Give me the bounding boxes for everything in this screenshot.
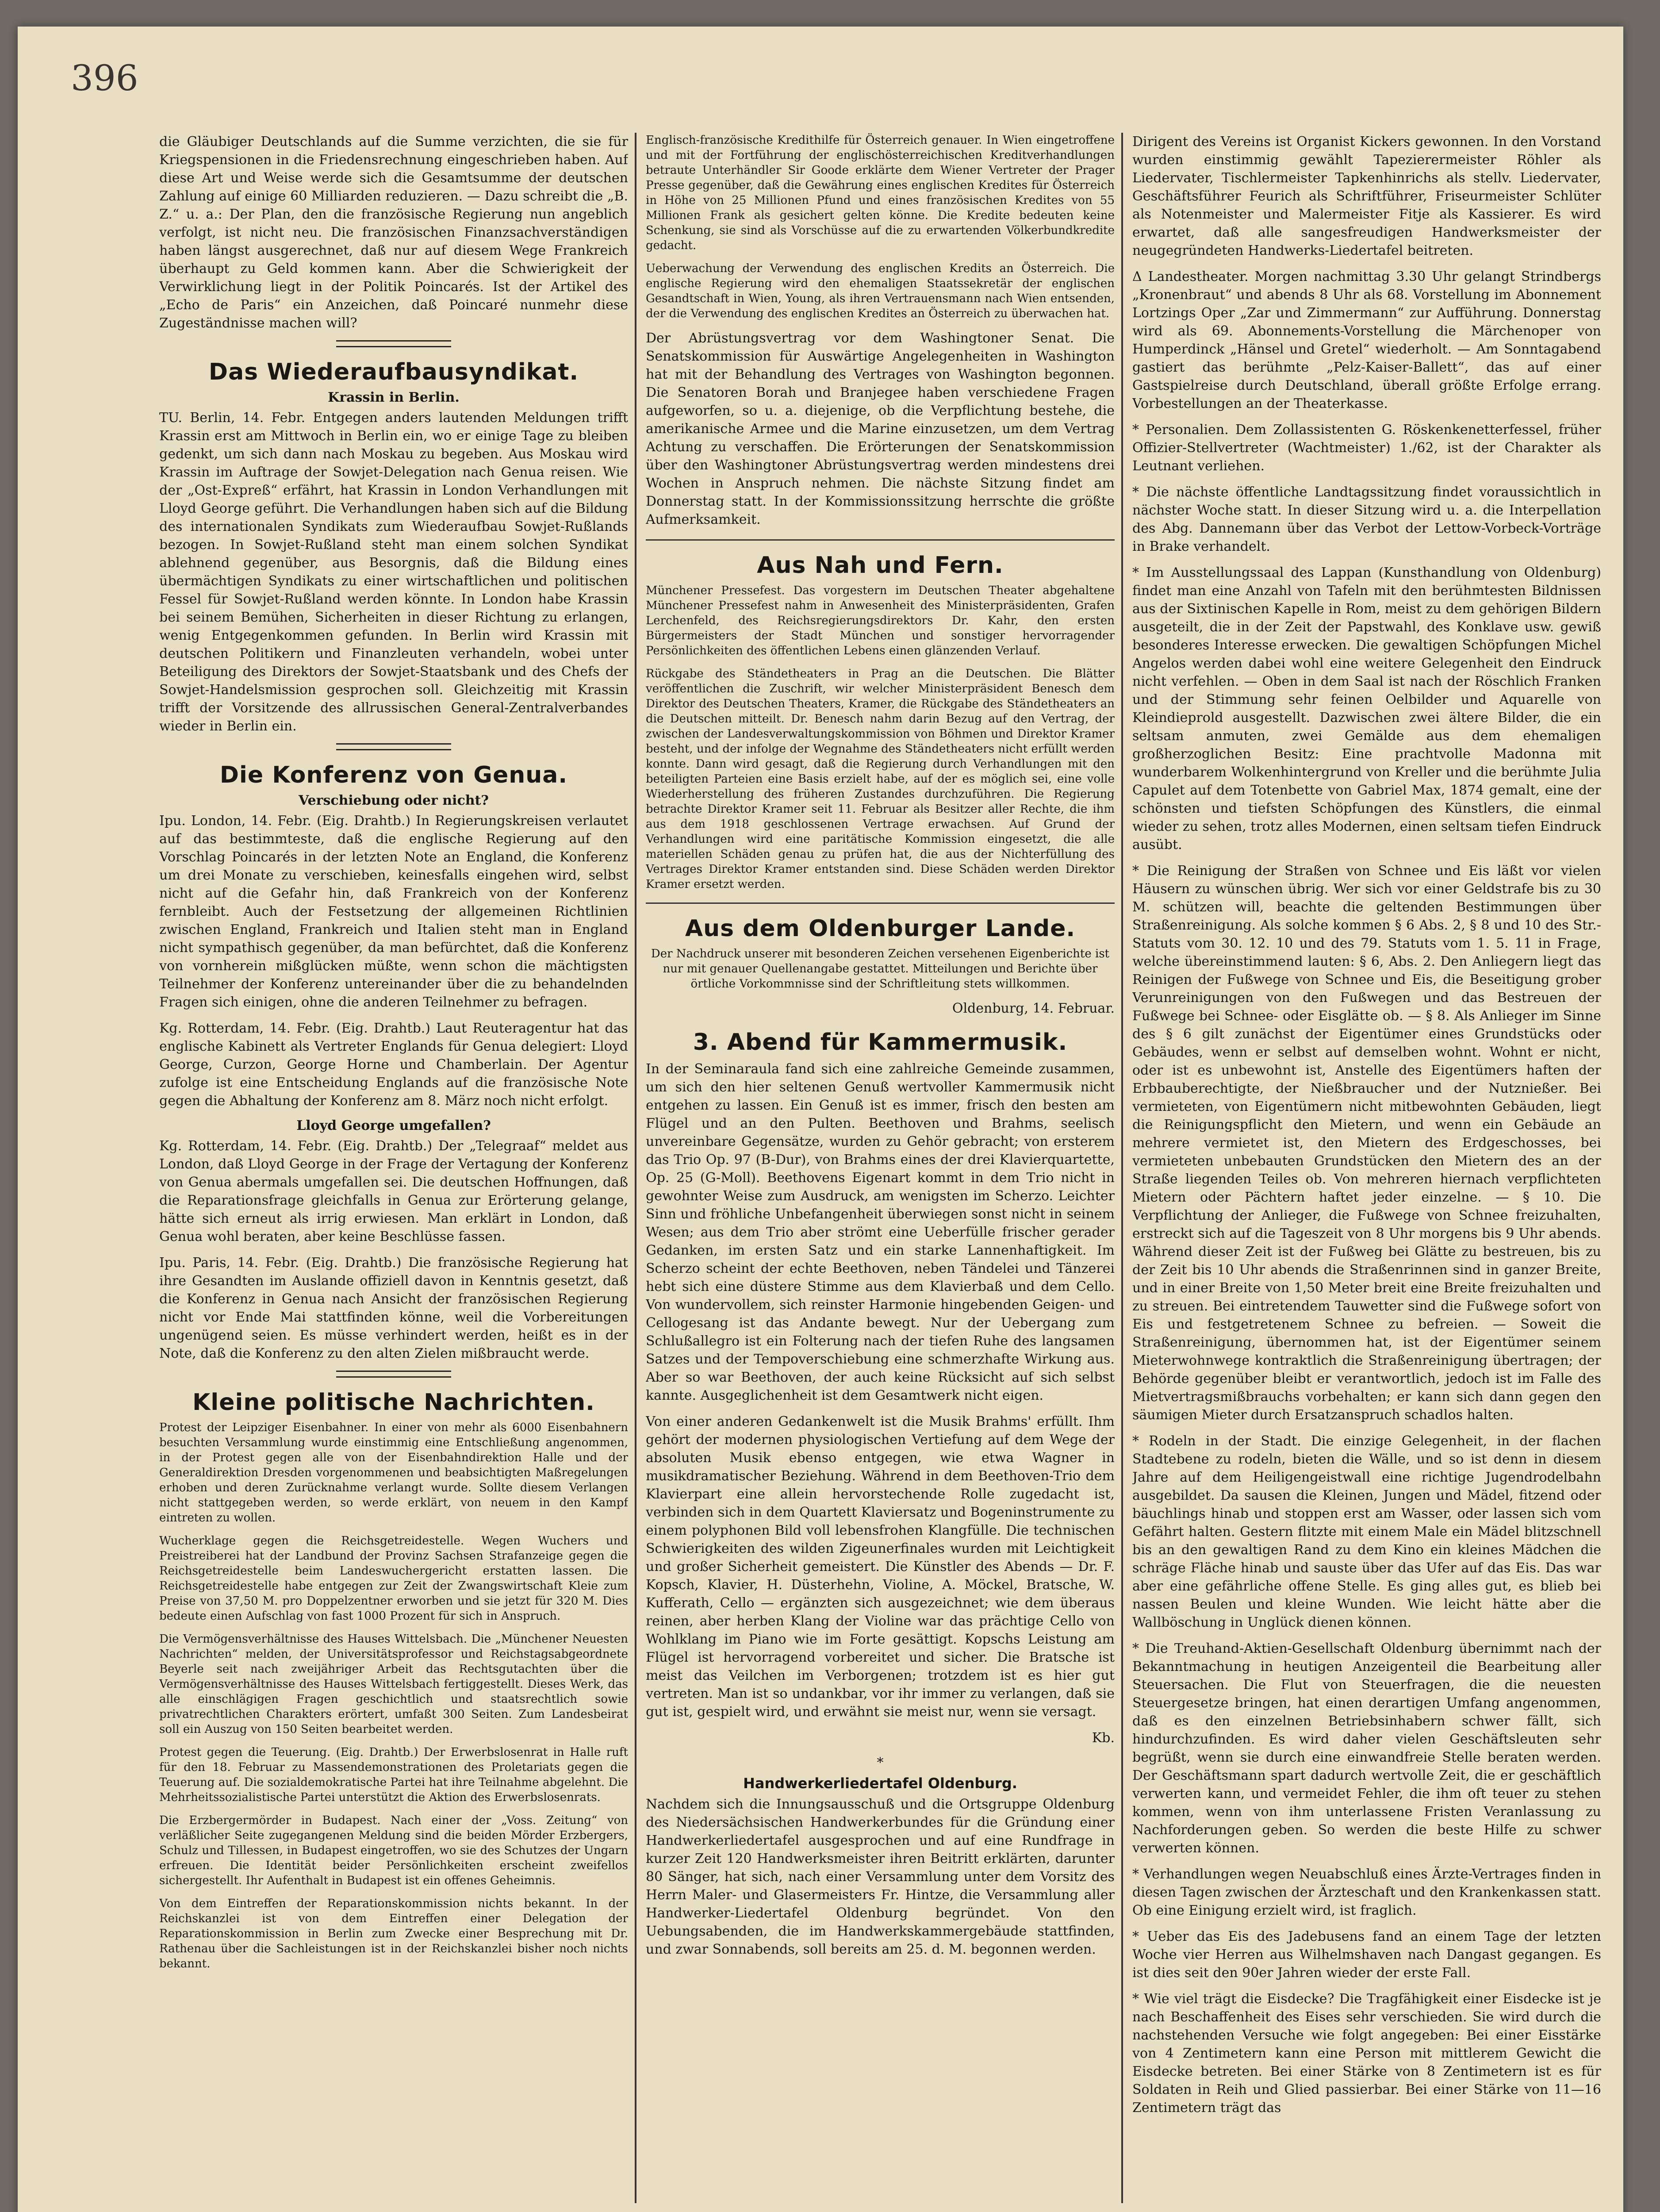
article-text: Die Erzbergermörder in Budapest. Nach einer der „Voss. Zeitung“ von verläßlicher Seite zugegangenen Meldung sind die beiden Mörder Erzbergers, Schulz und Tillessen, in Budapest eingetroffen, wo sie des Schutzes der Ungarn erfreuen. Die Identität beider Persönlichkeiten erscheint zweifellos sichergestellt. Ihr Aufenthalt in Budapest ist ein offenes Geheimnis. [159, 1814, 628, 1887]
column-1 [159, 133, 628, 2203]
article-text: Nachdem sich die Innungsausschuß und die Ortsgruppe Oldenburg des Niedersächsischen Handwerkerbundes für die Gründung einer Handwerkerliedertafel ausgesprochen und auf eine Rundfrage in kurzer Zeit 120 Handwerksmeister ihren Beitritt erklärten, darunter 80 Sänger, hat sich, nach einer Versammlung unter dem Vorsitz des Herrn Maler- und Glasermeisters Fr. Hintze, die Versammlung aller Handwerker-Liedertafel Oldenburg begründet. Von den Uebungsabenden, die im Handwerkskammergebäude stattfinden, und zwar Sonnabends, soll bereits am 25. d. M. begonnen werden. [646, 1797, 1115, 1957]
headline: Die Konferenz von Genua. [219, 762, 568, 788]
subheadline: Verschiebung oder nicht? [299, 793, 489, 808]
article-text: Δ Landestheater. Morgen nachmittag 3.30 Uhr gelangt Strindbergs „Kronenbraut“ und abends 8 Uhr als 68. Vorstellung im Abonnement Lortzings Oper „Zar und Zimmermann“ zur Aufführung. Donnerstag wird als 69. Abonnements-Vorstellung die Märchenoper von Humperdinck „Hänsel und Gretel“ wiederholt. — Am Sonntagabend gastiert das berühmte „Pelz-Kaiser-Ballett“, das auf einer Gastspielreise durch Deutschland, überall größte Erfolge errang. Vorbestellungen an der Theaterkasse. [1132, 269, 1601, 411]
article-text: * Die nächste öffentliche Landtagssitzung findet voraussichtlich in nächster Woche statt. In dieser Sitzung wird u. a. die Interpellation des Abg. Dannemann über das Verbot der Lettow-Vorbeck-Vorträge in Brake verhandelt. [1132, 484, 1601, 554]
separator [336, 743, 451, 750]
article-text: Kg. Rotterdam, 14. Febr. (Eig. Drahtb.) Der „Telegraaf“ meldet aus London, daß Lloyd George in der Frage der Vertagung der Konferenz von Genua abermals umgefallen sei. Die deutschen Hoffnungen, daß die Reparationsfrage gleichfalls in Genua zur Erörterung gelange, hätte sich erneut als irrig erwiesen. Man erklärt in London, daß Genua wohl beraten, aber keine Beschlüsse fassen. [159, 1138, 628, 1244]
asterisk-divider: * [877, 1755, 884, 1770]
article-text: * Wie viel trägt die Eisdecke? Die Tragfähigkeit einer Eisdecke ist je nach Beschaffenheit des Eises sehr verschieden. Sie wird durch die nachstehenden Versuche wie folgt angegeben: Bei einer Eisstärke von 4 Zentimetern kann eine Person mit mittlerem Gewicht die Eisdecke betreten. Bei einer Stärke von 8 Zentimetern ist es für Soldaten in Reih und Glied passierbar. Bei einer Stärke von 11—16 Zentimetern trägt das [1132, 1991, 1601, 2116]
article-text: Ipu. Paris, 14. Febr. (Eig. Drahtb.) Die französische Regierung hat ihre Gesandten im Auslande offiziell davon in Kenntnis gesetzt, daß die Konferenz in Genua nach Ansicht der französischen Regierung nicht vor Ende Mai stattfinden könne, weil die Vorbereitungen ungenügend seien. Es müsse verhindert werden, heißt es in der Note, daß die Konferenz zu den alten Zielen mißbraucht werde. [159, 1255, 628, 1361]
subheadline: Lloyd George umgefallen? [296, 1118, 491, 1133]
article-text: Protest gegen die Teuerung. (Eig. Drahtb.) Der Erwerbslosenrat in Halle ruft für den 18. Februar zu Massendemonstrationen des Proletariats gegen die Teuerung auf. Die sozialdemokratische Partei hat ihre Teilnahme abgelehnt. Die Mehrheitssozialistische Partei unterstützt die Aktion des Erwerbslosenrats. [159, 1746, 628, 1804]
headline: Aus dem Oldenburger Lande. [685, 915, 1076, 942]
article-text: Die Vermögensverhältnisse des Hauses Wittelsbach. Die „Münchener Neuesten Nachrichten“ melden, der Universitätsprofessor und Reichstagsabgeordnete Beyerle seit nach zweijähriger Arbeit das Rechtsgutachten über die Vermögensverhältnisse des Hauses Wittelsbach fertiggestellt. Dieses Werk, das alle einschlägigen Fragen geschichtlich und staatsrechtlich sowie privatrechtlichen Charakters erörtert, umfaßt 300 Seiten. Zum Landesbeirat soll ein Auszug von 150 Seiten bearbeitet werden. [159, 1632, 628, 1736]
article-text: Münchener Pressefest. Das vorgestern im Deutschen Theater abgehaltene Münchener Pressefest nahm in Anwesenheit des Ministerpräsidenten, Grafen Lerchenfeld, des Reichsregierungsdirektors Dr. Kahr, den ersten Bürgermeisters der Stadt München und sonstiger hervorragender Persönlichkeiten des öffentlichen Lebens einen glänzenden Verlauf. [646, 584, 1115, 657]
newspaper-page [18, 27, 1623, 2212]
column-3 [1132, 133, 1601, 2203]
article-text: Rückgabe des Ständetheaters in Prag an die Deutschen. Die Blätter veröffentlichen die Zuschrift, wir welcher Ministerpräsident Benesch dem Direktor des Deutschen Theaters, Kramer, die Rückgabe des Ständetheaters an die Deutschen mitteilt. Dr. Benesch nahm darin Bezug auf den Vertrag, der zwischen der Landesverwaltungskommission von Böhmen und Direktor Kramer besteht, und der infolge der Wegnahme des Ständetheaters nicht erfüllt werden konnte. Dann wird gesagt, daß die Regierung durch Verhandlungen mit den beteiligten Parteien eine Basis erzielt habe, auf der es möglich sei, eine volle Wiederherstellung des früheren Zustandes durchzuführen. Die Regierung betrachte Direktor Kramer seit 11. Februar als Besitzer aller Rechte, die ihm aus dem 1918 geschlossenen Vertrage erwachsen. Auf Grund der Verhandlungen wird eine paritätische Kommission eingesetzt, die alle materiellen Schäden genau zu prüfen hat, die aus der Nichterfüllung des Vertrages Direktor Kramer entstanden sind. Diese Schäden werden Direktor Kramer ersetzt werden. [646, 667, 1115, 891]
article-text: die Gläubiger Deutschlands auf die Summe verzichten, die sie für Kriegspensionen in die Friedensrechnung eingeschrieben haben. Auf diese Art und Weise werde sich die Gesamtsumme der deutschen Zahlung auf einige 60 Milliarden reduzieren. — Dazu schreibt die „B. Z.“ u. a.: Der Plan, den die französische Regierung nun angeblich verfolgt, ist nicht neu. Die französischen Finanzsachverständigen haben längst ausgerechnet, daß nur auf diesem Wege Frankreich überhaupt zu Geld kommen kann. Aber die Schwierigkeit der Verwirklichung liegt in der Politik Poincarés. Ist der Artikel des „Echo de Paris“ ein Anzeichen, daß Poincaré nunmehr diese Zugeständnisse machen will? [159, 134, 628, 331]
article-text: TU. Berlin, 14. Febr. Entgegen anders lautenden Meldungen trifft Krassin erst am Mittwoch in Berlin ein, wo er einige Tage zu bleiben gedenkt, um sich dann nach Moskau zu begeben. Aus Moskau wird Krassin im Auftrage der Sowjet-Delegation nach Genua reisen. Wie der „Ost-Expreß“ erfährt, hat Krassin in London Verhandlungen mit Lloyd George geführt. Die Verhandlungen haben sich auf die Bildung des internationalen Syndikats zum Wiederaufbau Sowjet-Rußlands bezogen. In Sowjet-Rußland steht man einem solchen Syndikat ablehnend gegenüber, aus Besorgnis, daß die Bildung eines übermächtigen Syndikats zu einer wirtschaftlichen und politischen Fessel für Sowjet-Rußland werden könnte. In London habe Krassin bei seinem Bemühen, Sicherheiten in dieser Richtung zu erlangen, wenig Entgegenkommen gefunden. In Berlin wird Krassin mit deutschen Politikern und Finanzleuten verhandeln, wobei unter Beteiligung des Direktors der Sowjet-Staatsbank und des Chefs der Sowjet-Handelsmission gesprochen soll. Gleichzeitig mit Krassin trifft der Vorsitzende des allrussischen General-Zentralverbandes wieder in Berlin ein. [159, 410, 628, 734]
article-text: Der Abrüstungsvertrag vor dem Washingtoner Senat. Die Senatskommission für Auswärtige Angelegenheiten in Washington hat mit der Behandlung des Vertrages von Washington begonnen. Die Senatoren Borah und Branjegee haben verschiedene Fragen aufgeworfen, so u. a. diejenige, ob die Verpflichtung bestehe, die amerikanische Armee und die Marine einzusetzen, um dem Vertrag Achtung zu verschaffen. Die Erörterungen der Senatskommission über den Washingtoner Abrüstungsvertrag werden mindestens drei Wochen in Anspruch nehmen. Die nächste Sitzung findet am Donnerstag statt. In der Kommissionssitzung herrschte die größte Aufmerksamkeit. [646, 330, 1115, 527]
article-text: Von einer anderen Gedankenwelt ist die Musik Brahms' erfüllt. Ihm gehört der modernen physiologischen Vertiefung auf dem Wege der absoluten Musik ebenso entgegen, wie etwa Wagner in musikdramatischer Beziehung. Während in dem Beethoven-Trio dem Klavierpart eine allein hervorstechende Rolle zugedacht ist, verbinden sich in dem Quartett Klaviersatz und Bogeninstrumente zu einem polyphonen Bild voll lebensfrohen Klangfülle. Die technischen Schwierigkeiten des wilden Zigeunerfinales wurden mit Leichtigkeit und großer Sicherheit gemeistert. Die Künstler des Abends — Dr. F. Kopsch, Klavier, H. Düsterhehn, Violine, A. Möckel, Bratsche, W. Kufferath, Cello — ergänzten sich ausgezeichnet; wie dem überaus reinen, aber herben Klang der Violine war das prächtige Cello von Wohlklang im Piano wie im Forte gesättigt. Kopschs Leistung am Flügel ist hervorragend vorbereitet und sicher. Die Bratsche ist meist das Veilchen im Verborgenen; trotzdem ist es hier gut vertreten. Man ist so undankbar, vor ihr immer zu verlangen, daß sie gut ist, gespielt wird, und erwähnt sie meist nur, wenn sie versagt. [646, 1414, 1115, 1720]
article-text: * Die Reinigung der Straßen von Schnee und Eis läßt vor vielen Häusern zu wünschen übrig. Wer sich vor einer Geldstrafe bis zu 30 M. schützen will, beachte die geltenden Bestimmungen über Straßenreinigung. Als solche kommen § 6 Abs. 2, § 8 und 10 des Str.-Statuts vom 30. 12. 10 und des 79. Statuts vom 1. 5. 11 in Frage, welche übereinstimmend lauten: § 6, Abs. 2. Den Anliegern liegt das Reinigen der Fußwege von Schnee und Eis, die Beseitigung grober Verunreinigungen von den Fußwegen und das Bestreuen der Fußwege bei Schnee- oder Eisglätte ob. — § 8. Als Anlieger im Sinne des § 6 gilt zunächst der Eigentümer eines Grundstücks oder Gebäudes, wenn er selbst auf demselben wohnt. Wohnt er nicht, oder ist es unbewohnt ist, Anstelle des Eigentümers haften der Erbbauberechtigte, der Nießbraucher und der Nutznießer. Bei vermieteten, von Eigentümern nicht mitbewohnten Gebäuden, liegt die Reinigungspflicht den Mietern, und wenn ein Gebäude an mehrere vermietet ist, den Mietern des Erdgeschosses, bei vermieteten unbebauten Grundstücken den Mietern des an der Straße liegenden Teiles ob. Von mehreren hiernach verpflichteten Mietern oder Pächtern haftet jeder einzelne. — § 10. Die Verpflichtung der Anlieger, die Fußwege von Schnee freizuhalten, erstreckt sich auf die Tageszeit von 8 Uhr morgens bis 9 Uhr abends. Während dieser Zeit ist der Fußweg bei Glätte zu bestreuen, bis zu der Zeit bis 10 Uhr abends die Straßenrinnen sind in ganzer Breite, und in einer Breite von 1,50 Meter breit eine Breite freizuhalten und zu streuen. Bei eintretendem Tauwetter sind die Fußwege sofort von Eis und festgetretenem Schnee zu befreien. — Soweit die Straßenreinigung, übernommen hat, ist der Eigentümer seinem Mieterwohnwege kontraktlich die Straßenreinigung übertragen; der Behörde gegenüber bleibt er verantwortlich, jedoch ist im Falle des Mietvertragsmißbrauchs vorbehalten; er kann sich dann gegen den säumigen Mieter durch Ersatzanspruch schadlos halten. [1132, 863, 1601, 1423]
separator [336, 340, 451, 347]
article-text: In der Seminaraula fand sich eine zahlreiche Gemeinde zusammen, um sich den hier seltenen Genuß wertvoller Kammermusik nicht entgehen zu lassen. Ein Genuß ist es immer, frisch den besten am Flügel und an den Pulten. Beethoven und Brahms, seelisch unvereinbare Gegensätze, wurden zu Gehör gebracht; von ersterem das Trio Op. 97 (B-Dur), von Brahms eines der drei Klavierquartette, Op. 25 (G-Moll). Beethovens Eigenart kommt in dem Trio nicht in gewohnter Weise zum Ausdruck, am wenigsten im Scherzo. Leichter Sinn und fröhliche Unbefangenheit überwiegen sonst nicht in seinem Wesen; aus dem Trio aber strömt eine Ueberfülle frischer gerader Gedanken, im ersten Satz und ein starke Lannenhaftigkeit. Im Scherzo scheint der echte Beethoven, neben Tändelei und Tänzerei hebt sich eine düstere Stimme aus dem Klavierbaß und dem Cello. Von wundervollem, sich reinster Harmonie hingebenden Geigen- und Cellogesang ist das Andante bewegt. Nur der Uebergang zum Schlußallegro ist ein Folterung nach der tiefen Ruhe des langsamen Satzes und der Tempoverschiebung eine schmerzhafte Wirkung aus. Aber so war Beethoven, der auch keine Rücksicht auf sich selbst kannte. Ausgeglichenheit ist dem Gesamtwerk nicht eigen. [646, 1061, 1115, 1403]
article-text: * Rodeln in der Stadt. Die einzige Gelegenheit, in der flachen Stadtebene zu rodeln, bieten die Wälle, und so ist denn in diesem Jahre auf dem Heiligengeistwall eine richtige Jugendrodelbahn ausgebildet. Da sausen die Kleinen, Jungen und Mädel, fitzend oder bäuchlings hinab und stoppen erst am Wasser, oder lassen sich vom Gefährt halten. Gestern flitzte mit einem Male ein Mädel blitzschnell bis an den gewaltigen Rand zu dem Kino ein kleines Mädchen die schräge Fläche hinab und sauste über das Ufer auf das Eis. Das war aber eine gefährliche offene Stelle. Es ging alles gut, es blieb bei nassen Beulen und kleine Wunden. Wie leicht hätte aber die Wallböschung in Unglück dienen können. [1132, 1433, 1601, 1630]
page-number: 396 [71, 58, 138, 99]
column-2 [646, 133, 1115, 2203]
headline: Aus Nah und Fern. [757, 552, 1004, 579]
separator [336, 1371, 451, 1378]
column-rule [1121, 133, 1123, 2203]
article-text: * Die Treuhand-Aktien-Gesellschaft Oldenburg übernimmt nach der Bekanntmachung in heutigen Anzeigenteil die Bearbeitung aller Steuersachen. Die Flut von Steuerfragen, die die neuesten Steuergesetze bringen, hat einen derartigen Umfang angenommen, daß es den einzelnen Betriebsinhabern schwer fällt, sich hindurchzufinden. Es wird daher vielen Geschäftsleuten sehr begrüßt, wenn sie durch eine einwandfreie Stelle beraten werden. Der Geschäftsmann spart dadurch wertvolle Zeit, die er geschäftlich verwerten kann, und vermeidet Fehler, die ihm oft teuer zu stehen kommen, wenn von ihm unterlassene Fristen Veranlassung zu Nachforderungen geben. So werden die beste Hilfe zu schwer verwerten können. [1132, 1641, 1601, 1856]
headline: 3. Abend für Kammermusik. [693, 1029, 1068, 1056]
article-text: Protest der Leipziger Eisenbahner. In einer von mehr als 6000 Eisenbahnern besuchten Versammlung wurde einstimmig eine Entschließung angenommen, in der Protest gegen alle von der Eisenbahndirektion Halle und der Generaldirektion Dresden vorgenommenen und beabsichtigten Maßregelungen erhoben und deren Zurücknahme verlangt wurde. Sollte diesem Verlangen nicht stattgegeben werden, so werde erklärt, von neuem in den Kampf eintreten zu wollen. [159, 1421, 628, 1525]
headline: Das Wiederaufbausyndikat. [208, 359, 579, 385]
article-text: Wucherklage gegen die Reichsgetreidestelle. Wegen Wuchers und Preistreiberei hat der Landbund der Provinz Sachsen Strafanzeige gegen die Reichsgetreidestelle beim Landeswuchergericht erstatten lassen. Die Reichsgetreidestelle habe entgegen zur Zeit der Zwangswirtschaft Kleie zum Preise von 37,50 M. pro Doppelzentner erworben und sie jetzt für 320 M. Dies bedeute einen Aufschlag von fast 1000 Prozent für sich in Anspruch. [159, 1534, 628, 1623]
article-text: * Im Ausstellungssaal des Lappan (Kunsthandlung von Oldenburg) findet man eine Anzahl von Tafeln mit den berühmtesten Bildnissen aus der Sixtinischen Kapelle in Rom, meist zu dem gehörigen Bildern ausgeteilt, die in der Zeit der Papstwahl, des Konklave usw. gewiß besonderes Interesse erwecken. Die gewaltigen Schöpfungen Michel Angelos werden dabei wohl eine weitere Gelegenheit den Eindruck nicht verfehlen. — Oben in dem Saal ist nach der Röschlich Franken und der Stimmung sehr feinen Oelbilder und Aquarelle von Kleindieprold ausgestellt. Dazwischen zwei ältere Bilder, die ein seltsam anmuten, zwei Gemälde aus dem ehemaligen großherzoglichen Besitz: Eine prachtvolle Madonna mit wunderbarem Wolkenhintergrund von Kreller und die berühmte Julia Capulet auf dem Totenbette von Gabriel Max, 1874 gemalt, eine der schönsten und tiefsten Schöpfungen des Künstlers, die einmal wieder zu sehen, trotz alles Modernen, einen seltsam tiefen Eindruck ausübt. [1132, 565, 1601, 853]
editorial-note: Der Nachdruck unserer mit besonderen Zeichen versehenen Eigenberichte ist nur mit genauer Quellenangabe gestattet. Mitteilungen und Berichte über örtliche Vorkommnisse sind der Schriftleitung stets willkommen. [651, 947, 1110, 991]
separator [646, 902, 1115, 904]
article-text: * Verhandlungen wegen Neuabschluß eines Ärzte-Vertrages finden in diesen Tagen zwischen der Ärzteschaft und den Krankenkassen statt. Ob eine Einigung erzielt wird, ist fraglich. [1132, 1866, 1601, 1918]
headline: Handwerkerliedertafel Oldenburg. [743, 1775, 1017, 1792]
article-text: Kg. Rotterdam, 14. Febr. (Eig. Drahtb.) Laut Reuteragentur hat das englische Kabinett als Vertreter Englands für Genua delegiert: Lloyd George, Curzon, George Horne und Chamberlain. Der Agentur zufolge ist eine Entscheidung Englands auf die französische Note gegen die Abhaltung der Konferenz am 8. März noch nicht erfolgt. [159, 1021, 628, 1109]
article-text: * Ueber das Eis des Jadebusens fand an einem Tage der letzten Woche vier Herren aus Wilhelmshaven nach Dangast gegangen. Es ist dies seit den 90er Jahren wieder der erste Fall. [1132, 1929, 1601, 1981]
article-text: * Personalien. Dem Zollassistenten G. Röskenkenetterfessel, früher Offizier-Stellvertreter (Wachtmeister) 1./62, ist der Charakter als Leutnant verliehen. [1132, 422, 1601, 474]
article-text: Ipu. London, 14. Febr. (Eig. Drahtb.) In Regierungskreisen verlautet auf das bestimmteste, daß die englische Regierung auf den Vorschlag Poincarés in der letzten Note an England, die Konferenz um drei Monate zu verschieben, keinesfalls eingehen wird, selbst nicht auf die Gefahr hin, daß Frankreich von der Konferenz fernbleibt. Auch der Festsetzung der allgemeinen Richtlinien zwischen England, Frankreich und Italien steht man in England nicht sympathisch gegenüber, da man befürchtet, daß die Konferenz von vornherein mißglücken müßte, wenn schon die mächtigsten Teilnehmer der Konferenz untereinander über die zu behandelnden Fragen sich einigen, ohne die anderen Teilnehmer zu befragen. [159, 813, 628, 1010]
column-rule [635, 133, 636, 2203]
article-text: Dirigent des Vereins ist Organist Kickers gewonnen. In den Vorstand wurden einstimmig gewählt Tapezierermeister Röhler als Liedervater, Tischlermeister Tapkenhinrichs als stellv. Liedervater, Geschäftsführer Feurich als Schriftführer, Friseurmeister Schlüter als Notenmeister und Malermeister Fitje als Kassierer. Es wird erwartet, daß alle sangesfreudigen Handwerksmeister der neugegründeten Handwerks-Liedertafel beitreten. [1132, 134, 1601, 258]
headline: Kleine politische Nachrichten. [192, 1389, 595, 1416]
article-text: Von dem Eintreffen der Reparationskommission nichts bekannt. In der Reichskanzlei ist von dem Eintreffen einer Delegation der Reparationskommission in Berlin zum Zwecke einer Besprechung mit Dr. Rathenau über die Sachleistungen ist in der Reichskanzlei bisher noch nichts bekannt. [159, 1897, 628, 1970]
author-signature: Kb. [1092, 1730, 1115, 1746]
separator [646, 539, 1115, 541]
article-text: Ueberwachung der Verwendung des englischen Kredits an Österreich. Die englische Regierung wird den ehemaligen Staatssekretär der englischen Gesandtschaft in Wien, Young, als ihren Vertrauensmann nach Wien entsenden, der die Verwendung des englischen Kredites an Österreich zu überwachen hat. [646, 262, 1115, 320]
article-text: Englisch-französische Kredithilfe für Österreich genauer. In Wien eingetroffene und mit der Fortführung der englischösterreichischen Kreditverhandlungen betraute Unterhändler Sir Goode erklärte dem Wiener Vertreter der Prager Presse gegenüber, daß die Gewährung eines englischen Kredites für Österreich in Höhe von 25 Millionen Pfund und eines französischen Kredites von 55 Millionen Frank als gesichert gelten könne. Die Kredite bedeuten keine Schenkung, sie sind als Vorschüsse auf die zu erwartenden Völkerbundkredite gedacht. [646, 134, 1115, 252]
subheadline: Krassin in Berlin. [328, 390, 460, 405]
dateline: Oldenburg, 14. Februar. [952, 1001, 1115, 1016]
